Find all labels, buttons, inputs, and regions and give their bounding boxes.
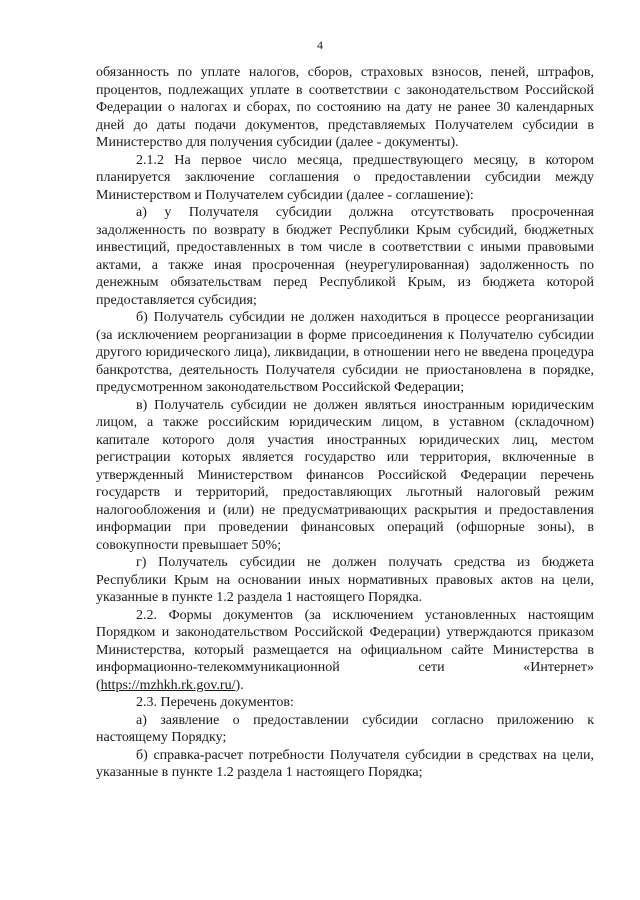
- page-number: 4: [317, 38, 323, 52]
- paragraph-2-3: 2.3. Перечень документов:: [136, 695, 294, 710]
- paragraph-2-2-text: 2.2. Формы документов (за исключением установленных настоящим Порядком и законодательством Российской Федерации) утверждаются приказом Министерства, который размещается на официальном сайте Министерства в информационно-телекоммуникационной сети «Интернет» (: [96, 607, 594, 693]
- paragraph-2-2: [96, 607, 594, 695]
- paragraph-2-2-end: ).: [235, 677, 244, 693]
- paragraph-continuation: обязанность по уплате налогов, сборов, страховых взносов, пеней, штрафов, процентов, подлежащих уплате в соответствии с законодательством Российской Федерации о налогах и сборах, по состоянию на дату не ранее 30 календарных дней до даты подачи документов, представляемых Получателем субсидии в Министерство для получения субсидии (далее - документы).: [96, 65, 594, 150]
- paragraph-item-g: г) Получатель субсидии не должен получать средства из бюджета Республики Крым на основании иных нормативных правовых актов на цели, указанные в пункте 1.2 раздела 1 настоящего Порядка.: [96, 555, 594, 605]
- paragraph-2-3-item-b: б) справка-расчет потребности Получателя субсидии в средствах на цели, указанные в пункте 1.2 раздела 1 настоящего Порядка;: [96, 747, 594, 780]
- paragraph-item-a: а) у Получателя субсидии должна отсутствовать просроченная задолженность по возврату в бюджет Республики Крым субсидий, бюджетных инвестиций, предоставленных в том числе в соответствии с иными правовыми актами, а также иная просроченная (неурегулированная) задолженность по денежным обязательствам перед Республикой Крым, из бюджета которой предоставляется субсидия;: [96, 205, 594, 308]
- paragraph-item-b: б) Получатель субсидии не должен находиться в процессе реорганизации (за исключением реорганизации в форме присоединения к Получателю субсидии другого юридического лица), ликвидации, в отношении него не введена процедура банкротства, деятельность Получателя субсидии не приостановлена в порядке, предусмотренном законодательством Российской Федерации;: [96, 310, 594, 395]
- paragraph-2-1-2: 2.1.2 На первое число месяца, предшествующего месяцу, в котором планируется заключение соглашения о предоставлении субсидии между Министерством и Получателем субсидии (далее - соглашение):: [96, 152, 594, 203]
- document-body: [96, 64, 594, 782]
- paragraph-item-v: в) Получатель субсидии не должен являться иностранным юридическим лицом, а также российским юридическим лицом, в уставном (складочном) капитале которого доля участия иностранных юридических лиц, местом регистрации которых является государство или территория, включенные в утвержденный Министерством финансов Российской Федерации перечень государств и территорий, предоставляющих льготный налоговый режим налогообложения и (или) не предусматривающих раскрытия и предоставления информации при проведении финансовых операций (офшорные зоны), в совокупности превышает 50%;: [96, 397, 594, 553]
- paragraph-2-3-item-a: а) заявление о предоставлении субсидии согласно приложению к настоящему Порядку;: [96, 712, 594, 745]
- ministry-website-link[interactable]: https://mzhkh.rk.gov.ru/: [100, 677, 236, 693]
